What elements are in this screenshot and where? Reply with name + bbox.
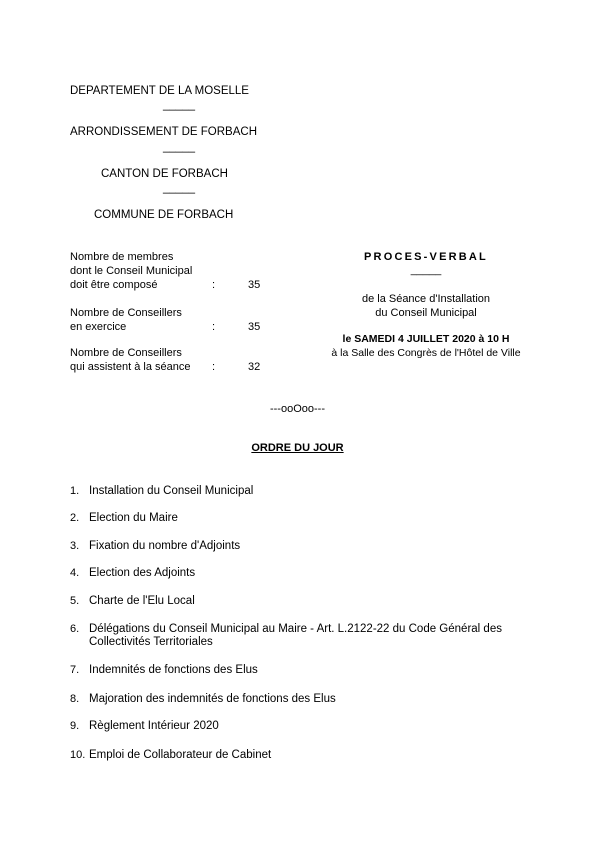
seance-lieu: à la Salle des Congrès de l'Hôtel de Ville <box>331 347 521 359</box>
item-text: Règlement Intérieur 2020 <box>89 720 219 732</box>
item-number: 3. <box>70 540 80 552</box>
list-item <box>0 693 595 707</box>
stat-colon: : <box>212 279 216 291</box>
item-text: Fixation du nombre d'Adjoints <box>89 540 241 552</box>
seance-line-1: de la Séance d'Installation <box>361 293 491 305</box>
list-item <box>0 540 595 554</box>
canton-heading: CANTON DE FORBACH <box>101 168 228 180</box>
item-text: Indemnités de fonctions des Elus <box>89 664 258 676</box>
departement-heading: DEPARTEMENT DE LA MOSELLE <box>70 85 249 97</box>
separator-line: _____ <box>163 182 195 194</box>
ornament-divider: ---ooOoo--- <box>269 403 325 415</box>
separator-line: _____ <box>163 99 195 111</box>
item-number: 6. <box>70 623 80 635</box>
item-text: Charte de l'Elu Local <box>89 595 195 607</box>
stat-membres-label-2: dont le Conseil Municipal <box>70 265 193 277</box>
list-item <box>0 567 595 581</box>
item-number: 4. <box>70 567 80 579</box>
item-number: 8. <box>70 693 80 705</box>
separator-line: _____ <box>163 141 195 153</box>
item-number: 9. <box>70 720 80 732</box>
item-number: 5. <box>70 595 80 607</box>
item-text: Délégations du Conseil Municipal au Maire - Art. L.2122-22 du Code Général des Collectivités Territoriales <box>89 623 502 648</box>
item-number: 2. <box>70 512 80 524</box>
list-item <box>0 623 595 651</box>
item-text: Emploi de Collaborateur de Cabinet <box>89 749 272 761</box>
commune-heading: COMMUNE DE FORBACH <box>94 209 234 221</box>
list-item <box>0 749 595 763</box>
proces-verbal-title: PROCES-VERBAL <box>364 251 488 263</box>
item-text: Installation du Conseil Municipal <box>89 485 254 497</box>
list-item <box>0 720 595 734</box>
list-item <box>0 512 595 526</box>
item-text: Election du Maire <box>89 512 178 524</box>
stat-exercice-value: 35 <box>248 321 261 333</box>
ordre-du-jour-title: ORDRE DU JOUR <box>251 442 344 454</box>
stat-membres-label-3: doit être composé <box>70 279 158 291</box>
stat-membres-value: 35 <box>248 279 261 291</box>
seance-date: le SAMEDI 4 JUILLET 2020 à 10 H <box>342 333 510 345</box>
stat-membres-label-1: Nombre de membres <box>70 251 174 263</box>
stat-exercice-label-1: Nombre de Conseillers <box>70 307 182 319</box>
stat-exercice-label-2: en exercice <box>70 321 127 333</box>
list-item <box>0 485 595 499</box>
stat-assistent-value: 32 <box>248 361 261 373</box>
item-number: 1. <box>70 485 80 497</box>
arrondissement-heading: ARRONDISSEMENT DE FORBACH <box>70 126 258 138</box>
stat-colon: : <box>212 321 216 333</box>
stat-colon: : <box>212 361 216 373</box>
stat-assistent-label-1: Nombre de Conseillers <box>70 347 182 359</box>
item-text: Election des Adjoints <box>89 567 196 579</box>
item-text: Majoration des indemnités de fonctions des Elus <box>89 693 336 705</box>
seance-line-2: du Conseil Municipal <box>375 307 477 319</box>
separator-line: _____ <box>410 264 442 276</box>
item-number: 10. <box>70 749 86 761</box>
item-number: 7. <box>70 664 80 676</box>
stat-assistent-label-2: qui assistent à la séance <box>70 361 191 373</box>
list-item <box>0 664 595 678</box>
list-item <box>0 595 595 609</box>
